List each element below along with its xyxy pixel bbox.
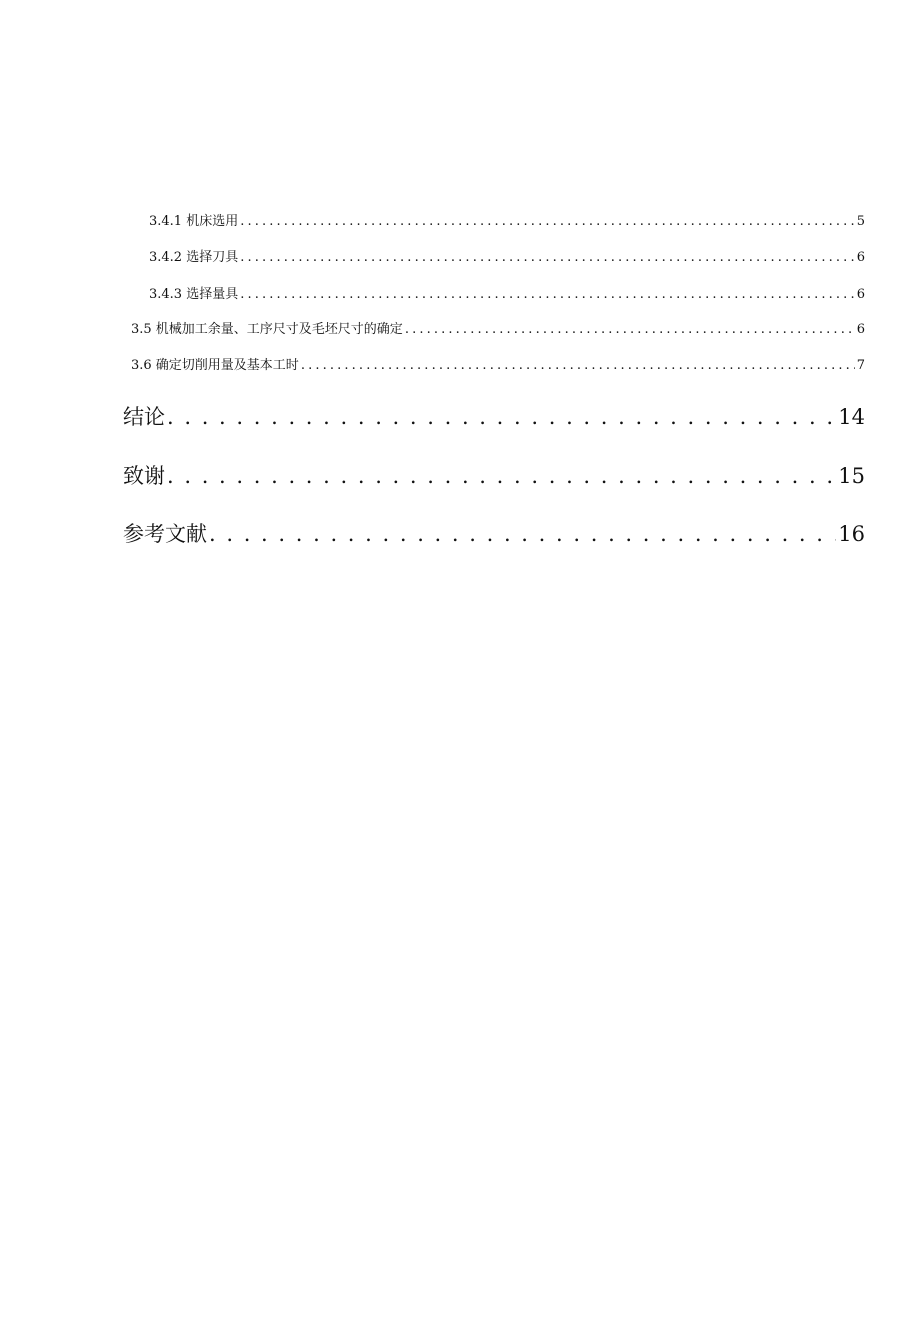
toc-entry-title: 参考文献 xyxy=(123,522,207,546)
toc-entry-page: 7 xyxy=(856,358,865,373)
toc-entry-page: 6 xyxy=(856,322,865,337)
toc-entry-page: 16 xyxy=(838,522,865,546)
toc-entry-3-4-1[interactable] xyxy=(149,210,865,228)
toc-entry-acknowledgements[interactable] xyxy=(123,460,865,488)
toc-entry-page: 15 xyxy=(838,464,865,488)
toc-entry-3-6[interactable] xyxy=(131,354,865,372)
toc-dot-leader xyxy=(167,464,836,488)
toc-entry-conclusion[interactable] xyxy=(123,401,865,429)
toc-entry-page: 14 xyxy=(838,405,865,429)
toc-entry-3-5[interactable] xyxy=(131,318,865,336)
toc-entry-title: 3.4.3 选择量具 xyxy=(149,287,239,302)
toc-dot-leader xyxy=(240,250,855,265)
toc-dot-leader xyxy=(301,358,855,373)
toc-entry-3-4-3[interactable] xyxy=(149,283,865,301)
toc-dot-leader xyxy=(405,322,855,337)
toc-dot-leader xyxy=(167,405,836,429)
toc-entry-title: 3.4.1 机床选用 xyxy=(149,214,239,229)
toc-entry-title: 3.5 机械加工余量、工序尺寸及毛坯尺寸的确定 xyxy=(131,322,403,337)
toc-dot-leader xyxy=(209,522,836,546)
toc-entry-title: 3.6 确定切削用量及基本工时 xyxy=(131,358,299,373)
toc-dot-leader xyxy=(240,287,855,302)
toc-entry-title: 结论 xyxy=(123,405,165,429)
toc-entry-title: 致谢 xyxy=(123,464,165,488)
toc-entry-title: 3.4.2 选择刀具 xyxy=(149,250,239,265)
toc-entry-page: 6 xyxy=(856,250,865,265)
toc-entry-3-4-2[interactable] xyxy=(149,246,865,264)
toc-entry-page: 6 xyxy=(856,287,865,302)
toc-dot-leader xyxy=(240,214,855,229)
toc-entry-page: 5 xyxy=(856,214,865,229)
toc-entry-references[interactable] xyxy=(123,518,865,546)
